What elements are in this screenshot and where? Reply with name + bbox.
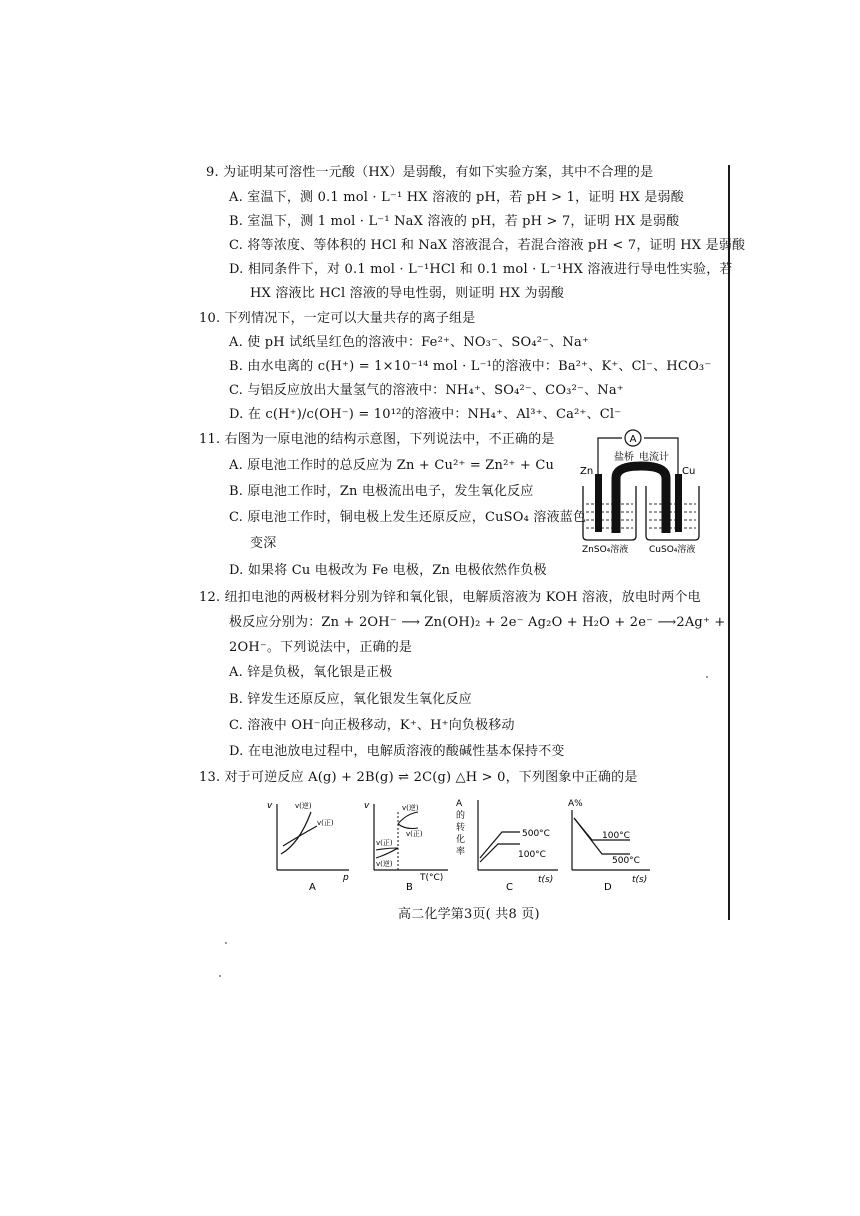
- q11-option-c: C. 原电池工作时，铜电极上发生还原反应，CuSO₄ 溶液蓝色: [229, 510, 587, 525]
- graph-b-low1-label: v(正): [376, 839, 393, 847]
- graph-c-line-low: [480, 844, 520, 862]
- q12-option-c: C. 溶液中 OH⁻向正极移动，K⁺、H⁺向负极移动: [229, 718, 515, 733]
- scan-speck: [225, 942, 227, 944]
- zn-electrode: [595, 474, 602, 532]
- q9-option-b: B. 室温下，测 1 mol · L⁻¹ NaX 溶液的 pH，若 pH > 7，证明 HX 是弱酸: [229, 214, 680, 229]
- q12-stem: 12. 纽扣电池的两极材料分别为锌和氧化银，电解质溶液为 KOH 溶液，放电时两个电: [199, 590, 701, 605]
- svg-text:化: 化: [456, 835, 466, 845]
- q11-option-c-cont: 变深: [250, 536, 277, 551]
- graph-d-high-label: 100°C: [602, 831, 630, 841]
- right-beaker: [646, 486, 699, 540]
- q11-option-d: D. 如果将 Cu 电极改为 Fe 电极，Zn 电极依然作负极: [229, 563, 547, 578]
- graph-b-label: B: [406, 882, 413, 890]
- scan-speck: [219, 975, 221, 977]
- q13-stem: 13. 对于可逆反应 A(g) + 2B(g) ⇌ 2C(g) △H > 0，下列图象中正确的是: [199, 770, 638, 785]
- svg-text:A: A: [456, 799, 463, 809]
- galvanic-cell-diagram: [578, 428, 708, 554]
- graph-c-line-high: [480, 832, 520, 858]
- q9-option-d-cont: HX 溶液比 HCl 溶液的导电性弱，则证明 HX 为弱酸: [250, 286, 565, 301]
- graph-c-xlabel: t(s): [538, 875, 554, 885]
- graph-a: [265, 798, 355, 890]
- q10-option-d: D. 在 c(H⁺)/c(OH⁻) = 10¹²的溶液中：NH₄⁺、Al³⁺、Ca²⁺、Cl⁻: [229, 407, 622, 422]
- q9-stem: 9. 为证明某可溶性一元酸（HX）是弱酸，有如下实验方案，其中不合理的是: [206, 165, 654, 180]
- graph-c-label: C: [506, 882, 513, 890]
- graph-b-ylabel: v: [364, 801, 370, 811]
- q10-option-c: C. 与铝反应放出大量氢气的溶液中：NH₄⁺、SO₄²⁻、CO₃²⁻、Na⁺: [229, 383, 624, 398]
- graph-c: [454, 796, 564, 890]
- q11-option-a: A. 原电池工作时的总反应为 Zn + Cu²⁺ = Zn²⁺ + Cu: [229, 458, 555, 473]
- salt-bridge-label: 盐桥: [614, 452, 634, 463]
- graph-a-curve-1: [281, 812, 311, 854]
- graph-c-high-label: 500°C: [522, 829, 550, 839]
- q9-option-a: A. 室温下，测 0.1 mol · L⁻¹ HX 溶液的 pH，若 pH > 1，证明 HX 是弱酸: [229, 190, 684, 205]
- graph-b-upper-1: [398, 812, 418, 824]
- graph-a-ylabel: v: [267, 801, 273, 811]
- graph-b-xlabel: T(°C): [420, 873, 444, 883]
- cu-solution-label: CuSO₄溶液: [649, 545, 696, 554]
- q11-option-b: B. 原电池工作时，Zn 电极流出电子，发生氧化反应: [229, 484, 534, 499]
- q10-option-b: B. 由水电离的 c(H⁺) = 1×10⁻¹⁴ mol · L⁻¹的溶液中：Ba²⁺、K⁺、Cl⁻、HCO₃⁻: [229, 359, 712, 374]
- graph-b-low2-label: v(逆): [376, 860, 393, 868]
- left-beaker: [583, 486, 636, 540]
- graph-b-upper-2: [398, 824, 418, 829]
- q11-stem: 11. 右图为一原电池的结构示意图，下列说法中，不正确的是: [199, 432, 555, 447]
- q9-option-d: D. 相同条件下，对 0.1 mol · L⁻¹HCl 和 0.1 mol · L⁻¹HX 溶液进行导电性实验，若: [229, 262, 733, 277]
- q12-stem-cont2: 2OH⁻。下列说法中，正确的是: [229, 640, 413, 655]
- cu-electrode-label: Cu: [682, 466, 696, 477]
- page-footer: 高二化学第3页( 共8 页): [398, 907, 540, 922]
- graph-a-curve-2-label: v(正): [317, 819, 334, 827]
- graph-b-up2-label: v(正): [406, 830, 423, 838]
- graph-d-low-label: 500°C: [612, 856, 640, 866]
- graph-d-ylabel: A%: [568, 799, 583, 809]
- svg-text:转: 转: [456, 823, 466, 833]
- graph-b-up1-label: v(逆): [402, 804, 419, 812]
- galvanometer-label: A: [629, 434, 637, 445]
- graph-a-label: A: [309, 882, 316, 890]
- zn-electrode-label: Zn: [580, 466, 594, 477]
- graph-d: [560, 796, 660, 890]
- q12-option-d: D. 在电池放电过程中，电解质溶液的酸碱性基本保持不变: [229, 744, 565, 759]
- salt-bridge: [616, 466, 666, 533]
- zn-solution-label: ZnSO₄溶液: [582, 545, 629, 554]
- ammeter-label: 电流计: [639, 452, 669, 463]
- q12-option-b: B. 锌发生还原反应，氧化银发生氧化反应: [229, 692, 472, 707]
- graph-c-ylabel: [456, 799, 465, 857]
- graph-d-label: D: [604, 882, 612, 890]
- graph-d-xlabel: t(s): [632, 875, 648, 885]
- q10-stem: 10. 下列情况下，一定可以大量共存的离子组是: [199, 311, 476, 326]
- graph-c-low-label: 100°C: [518, 850, 546, 860]
- q12-option-a: A. 锌是负极，氧化银是正极: [229, 665, 393, 680]
- graph-a-curve-2: [283, 826, 317, 846]
- svg-text:的: 的: [456, 811, 466, 821]
- q10-option-a: A. 使 pH 试纸呈红色的溶液中：Fe²⁺、NO₃⁻、SO₄²⁻、Na⁺: [229, 335, 589, 350]
- graph-a-xlabel: p: [343, 873, 349, 883]
- q9-option-c: C. 将等浓度、等体积的 HCl 和 NaX 溶液混合，若混合溶液 pH < 7，证明 HX 是弱酸: [229, 238, 746, 253]
- graph-b: [362, 798, 454, 890]
- scan-speck: [706, 676, 708, 678]
- graph-a-curve-1-label: v(逆): [295, 802, 312, 810]
- svg-text:率: 率: [456, 847, 466, 857]
- cu-electrode: [675, 474, 682, 532]
- q12-stem-cont1: 极反应分别为：Zn + 2OH⁻ ⟶ Zn(OH)₂ + 2e⁻ Ag₂O + H₂O + 2e⁻ ⟶2Ag⁺ +: [229, 615, 726, 630]
